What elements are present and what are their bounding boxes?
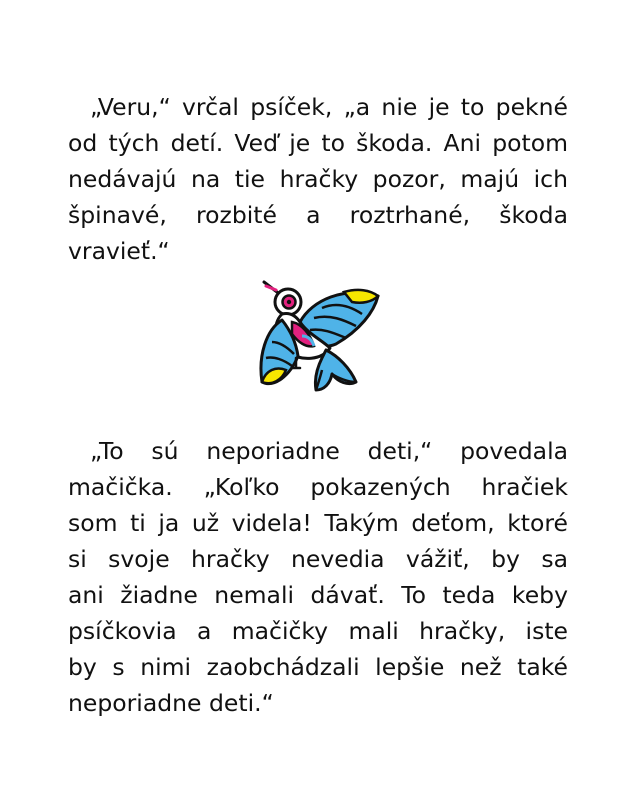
text-line: „To sú neporiadne deti,“ povedala (90, 437, 568, 465)
text-line: vravieť.“ (68, 237, 170, 265)
text-line: by s nimi zaobchádzali lepšie než také (68, 653, 568, 681)
text-line: ani žiadne nemali dávať. To teda keby (68, 581, 568, 609)
text-line: psíčkovia a mačičky mali hračky, iste (68, 617, 568, 645)
text-line: si svoje hračky nevedia vážiť, by sa (68, 545, 568, 573)
text-line: nedávajú na tie hračky pozor, majú ich (68, 165, 568, 193)
text-line: „Veru,“ vrčal psíček, „a nie je to pekné (90, 93, 568, 121)
text-line: som ti ja už videla! Takým deťom, ktoré (68, 509, 568, 537)
paragraph-1 (68, 89, 568, 269)
text-line: neporiadne deti.“ (68, 689, 274, 717)
text-line: mačička. „Koľko pokazených hračiek (68, 473, 568, 501)
text-line: špinavé, rozbité a roztrhané, škoda (68, 201, 568, 229)
paragraph-2 (68, 433, 568, 721)
text-line: od tých detí. Veď je to škoda. Ani potom (68, 129, 568, 157)
bird-illustration-icon (252, 278, 388, 412)
